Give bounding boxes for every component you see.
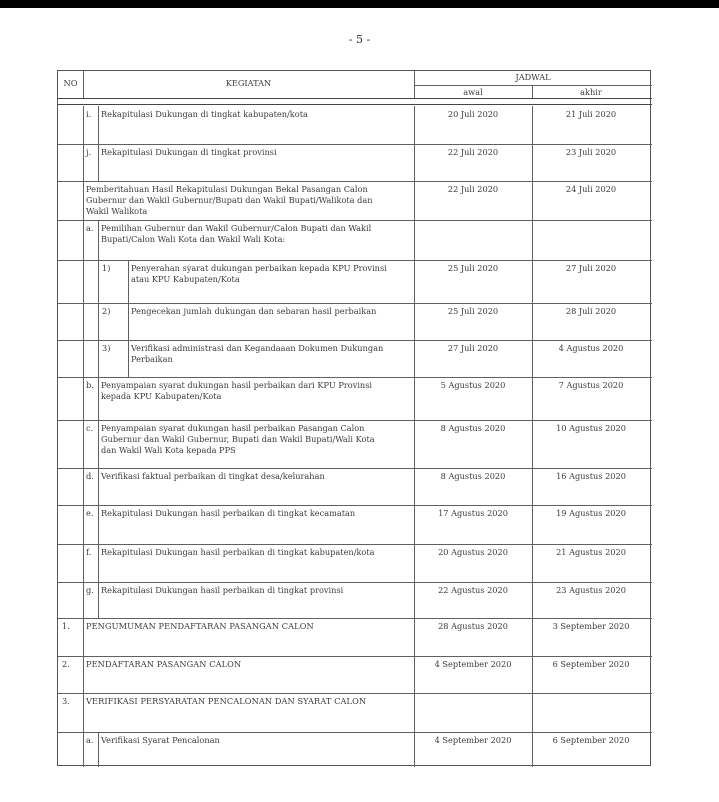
table-row (58, 260, 652, 303)
kegiatan-text: Penyampaian syarat dukungan hasil perbaikan Pasangan Calon Gubernur dan Wakil Gubernur, Bupati dan Wakil Bupati/Wali Kota dan Wakil Wali Kota kepada PPS (101, 423, 375, 455)
table-row (58, 732, 652, 767)
table-row (58, 220, 652, 260)
row-marker: b. (86, 380, 94, 390)
row-marker: a. (86, 223, 94, 233)
kegiatan-text: Verifikasi administrasi dan Kegandaaan Dokumen Dukungan Perbaikan (131, 343, 384, 364)
date-akhir: 3 September 2020 (552, 621, 630, 631)
kegiatan-text: Rekapitulasi Dukungan hasil perbaikan di tingkat provinsi (101, 585, 344, 595)
date-akhir: 23 Agustus 2020 (556, 585, 626, 595)
date-awal: 20 Agustus 2020 (438, 547, 508, 557)
row-sub-number: 1) (102, 263, 111, 273)
header-kegiatan-divider (414, 71, 415, 98)
table-row (58, 181, 652, 220)
row-marker: f. (86, 547, 92, 557)
row-number: 3. (62, 696, 70, 706)
date-awal: 4 September 2020 (434, 659, 512, 669)
date-awal: 17 Agustus 2020 (438, 508, 508, 518)
date-awal: 25 Juli 2020 (447, 306, 499, 316)
date-akhir: 21 Juli 2020 (565, 109, 617, 119)
kegiatan-text: VERIFIKASI PERSYARATAN PENCALONAN DAN SYARAT CALON (86, 696, 367, 706)
header-kegiatan: KEGIATAN (225, 78, 272, 88)
table-row (58, 303, 652, 340)
date-awal: 22 Agustus 2020 (438, 585, 508, 595)
header-jadwal-divider (414, 85, 652, 86)
table-row (58, 468, 652, 505)
table-row (58, 420, 652, 468)
row-marker: g. (86, 585, 94, 595)
table-row (58, 340, 652, 377)
table-row (58, 505, 652, 544)
page-number: - 5 - (348, 33, 371, 46)
kegiatan-text: Pemilihan Gubernur dan Wakil Gubernur/Calon Bupati dan Wakil Bupati/Calon Wali Kota dan Wakil Wali Kota: (101, 223, 372, 244)
date-akhir: 4 Agustus 2020 (558, 343, 624, 353)
kegiatan-text: Rekapitulasi Dukungan di tingkat kabupaten/kota (101, 109, 308, 119)
schedule-table (57, 70, 651, 766)
date-awal: 8 Agustus 2020 (440, 423, 506, 433)
table-row (58, 618, 652, 656)
date-akhir: 23 Juli 2020 (565, 147, 617, 157)
row-number: 1. (62, 621, 70, 631)
kegiatan-text: Verifikasi Syarat Pencalonan (101, 735, 220, 745)
date-awal: 8 Agustus 2020 (440, 471, 506, 481)
header-bottom-line (58, 98, 652, 99)
header-awal: awal (463, 87, 483, 97)
header-jadwal: JADWAL (515, 72, 551, 82)
date-awal: 28 Agustus 2020 (438, 621, 508, 631)
row-marker: d. (86, 471, 94, 481)
row-marker: a. (86, 735, 94, 745)
date-akhir: 16 Agustus 2020 (556, 471, 626, 481)
row-sub-number: 2) (102, 306, 111, 316)
date-awal: 22 Juli 2020 (447, 147, 499, 157)
kegiatan-text: Penyampaian syarat dukungan hasil perbaikan dari KPU Provinsi kepada KPU Kabupaten/Kota (101, 380, 373, 401)
kegiatan-text: Penyerahan syarat dukungan perbaikan kepada KPU Provinsi atau KPU Kabupaten/Kota (131, 263, 387, 284)
date-akhir: 6 September 2020 (552, 735, 630, 745)
table-row (58, 144, 652, 181)
date-akhir: 28 Juli 2020 (565, 306, 617, 316)
row-marker: c. (86, 423, 94, 433)
row-marker: j. (86, 147, 92, 157)
kegiatan-text: Verifikasi faktual perbaikan di tingkat desa/kelurahan (101, 471, 325, 481)
row-sub-number: 3) (102, 343, 111, 353)
date-awal: 4 September 2020 (434, 735, 512, 745)
date-awal: 22 Juli 2020 (447, 184, 499, 194)
header-no-divider (83, 71, 84, 98)
row-marker: e. (86, 508, 94, 518)
date-akhir: 21 Agustus 2020 (556, 547, 626, 557)
date-akhir: 10 Agustus 2020 (556, 423, 626, 433)
header-no: NO (63, 78, 78, 88)
table-row (58, 544, 652, 582)
date-akhir: 24 Juli 2020 (565, 184, 617, 194)
date-awal: 5 Agustus 2020 (440, 380, 506, 390)
table-row (58, 693, 652, 732)
kegiatan-text: Rekapitulasi Dukungan di tingkat provinsi (101, 147, 277, 157)
table-row (58, 582, 652, 618)
date-awal: 20 Juli 2020 (447, 109, 499, 119)
table-row (58, 377, 652, 420)
header-band-line (58, 104, 652, 105)
kegiatan-text: PENDAFTARAN PASANGAN CALON (86, 659, 242, 669)
row-marker: i. (86, 109, 92, 119)
date-awal: 25 Juli 2020 (447, 263, 499, 273)
kegiatan-text: PENGUMUMAN PENDAFTARAN PASANGAN CALON (86, 621, 314, 631)
table-row (58, 106, 652, 144)
table-row (58, 656, 652, 693)
kegiatan-text: Pemberitahuan Hasil Rekapitulasi Dukungan Bekal Pasangan Calon Gubernur dan Wakil Gubernur/Bupati dan Wakil Bupati/Walikota dan Wakil Walikota (86, 184, 373, 216)
date-akhir: 7 Agustus 2020 (558, 380, 624, 390)
date-akhir: 27 Juli 2020 (565, 263, 617, 273)
date-akhir: 19 Agustus 2020 (556, 508, 626, 518)
kegiatan-text: Pengecekan jumlah dukungan dan sebaran hasil perbaikan (131, 306, 377, 316)
date-awal: 27 Juli 2020 (447, 343, 499, 353)
kegiatan-text: Rekapitulasi Dukungan hasil perbaikan di tingkat kecamatan (101, 508, 356, 518)
top-black-bar (0, 0, 719, 8)
date-akhir: 6 September 2020 (552, 659, 630, 669)
header-akhir: akhir (580, 87, 602, 97)
header-awal-divider (532, 85, 533, 98)
kegiatan-text: Rekapitulasi Dukungan hasil perbaikan di tingkat kabupaten/kota (101, 547, 375, 557)
row-number: 2. (62, 659, 70, 669)
